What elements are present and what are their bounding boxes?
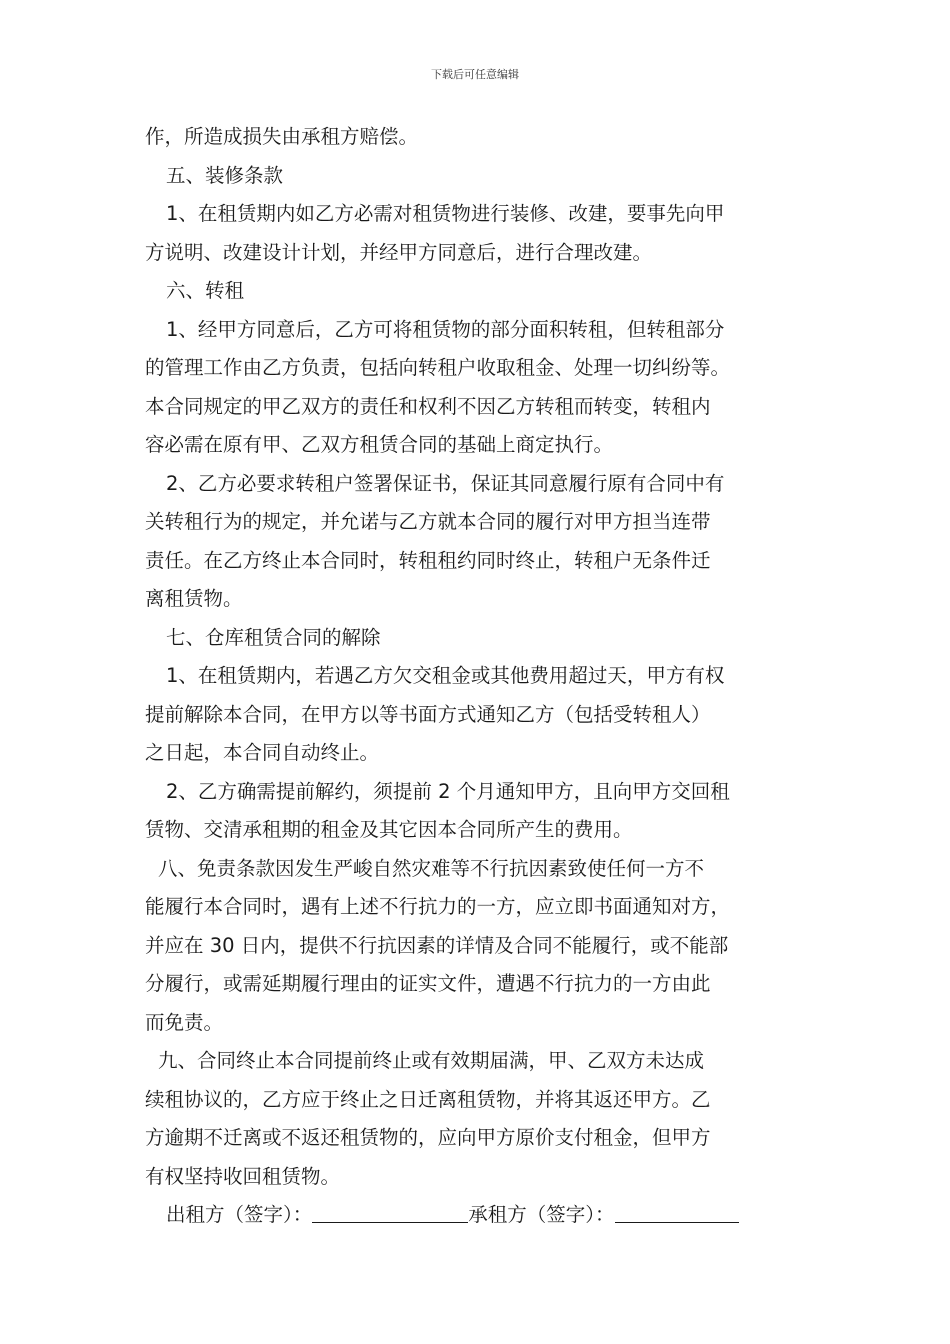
text-line: 关转租行为的规定，并允诺与乙方就本合同的履行对甲方担当连带 [145,510,711,533]
text-line: 的管理工作由乙方负责，包括向转租户收取租金、处理一切纠纷等。 [145,356,731,379]
document-body [145,118,821,1235]
text-line: 作，所造成损失由承租方赔偿。 [145,125,419,148]
section-heading: 七、仓库租赁合同的解除 [166,625,381,649]
text-line: 2、乙方必要求转租户签署保证书，保证其同意履行原有合同中有 [166,471,725,495]
text-line: 而免责。 [145,1010,224,1034]
text-line: 1、经甲方同意后，乙方可将租赁物的部分面积转租，但转租部分 [166,317,725,341]
text-line: 有权坚持收回租赁物。 [145,1164,341,1188]
text-line: 分履行，或需延期履行理由的证实文件，遭遇不行抗力的一方由此 [145,972,711,995]
signature-row [145,1196,821,1235]
text-line: 方说明、改建设计计划，并经甲方同意后，进行合理改建。 [145,240,653,264]
text-line: 本合同规定的甲乙双方的责任和权利不因乙方转租而转变，转租内 [145,394,711,418]
text-line: 赁物、交清承租期的租金及其它因本合同所产生的费用。 [145,818,633,841]
text-line: 1、在租赁期内，若遇乙方欠交租金或其他费用超过天，甲方有权 [166,664,725,687]
text-line: 离租赁物。 [145,587,243,610]
text-line: 1、在租赁期内如乙方必需对租赁物进行装修、改建，要事先向甲 [166,202,725,225]
text-line: 并应在 30 日内，提供不行抗因素的详情及合同不能履行，或不能部 [145,933,729,957]
lessee-signature-label: 承租方（签字）： [468,1203,615,1226]
section-heading: 六、转租 [166,279,245,302]
text-line: 八、免责条款因发生严峻自然灾难等不行抗因素致使任何一方不 [158,856,705,880]
text-line: 方逾期不迁离或不返还租赁物的，应向甲方原价支付租金，但甲方 [145,1126,711,1149]
text-line: 容必需在原有甲、乙双方租赁合同的基础上商定执行。 [145,433,614,456]
text-line: 2、乙方确需提前解约，须提前 2 个月通知甲方，且向甲方交回租 [166,779,730,803]
text-line: 续租协议的，乙方应于终止之日迁离租赁物，并将其返还甲方。乙 [145,1087,711,1111]
lessee-signature-blank [615,1198,739,1223]
lessor-signature-label: 出租方（签字）： [166,1203,313,1226]
text-line: 责任。在乙方终止本合同时，转租租约同时终止，转租户无条件迁 [145,548,711,572]
page-header: 下载后可任意编辑 [431,68,519,81]
text-line: 之日起，本合同自动终止。 [145,741,380,764]
text-line: 能履行本合同时，遇有上述不行抗力的一方，应立即书面通知对方， [145,895,731,918]
text-line: 九、合同终止本合同提前终止或有效期届满，甲、乙双方未达成 [158,1049,705,1072]
lessor-signature-blank [312,1198,468,1223]
section-heading: 五、装修条款 [166,163,284,187]
text-line: 提前解除本合同，在甲方以等书面方式通知乙方（包括受转租人） [145,702,711,726]
